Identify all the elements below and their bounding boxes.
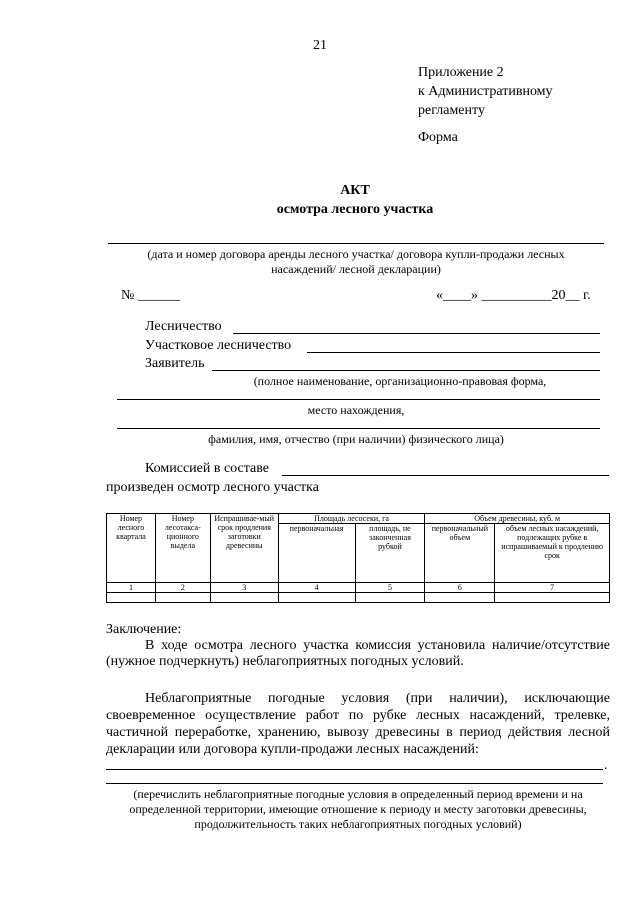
contract-line [108, 243, 604, 244]
table-cell[interactable] [355, 593, 425, 603]
header-timber-volume: Объем древесины, куб. м [425, 514, 610, 524]
commission-line [282, 475, 609, 476]
applicant-caption-2: место нахождения, [307, 403, 405, 417]
conditions-line-1 [106, 769, 603, 770]
header-quarter-number: Номер лесного квартала [107, 514, 156, 583]
column-number: 5 [355, 583, 425, 593]
header-allotment-number: Номер лесотакса-ционного выдела [155, 514, 210, 583]
annex-line-3: регламенту [418, 103, 485, 118]
header-cutting-area: Площадь лесосеки, га [278, 514, 425, 524]
column-number: 3 [210, 583, 278, 593]
commission-text: произведен осмотр лесного участка [106, 480, 319, 495]
applicant-line [212, 370, 600, 371]
applicant-caption-1: (полное наименование, организационно-правовая форма, [253, 374, 547, 388]
column-number: 6 [425, 583, 495, 593]
document-subtitle: осмотра лесного участка [276, 202, 434, 217]
header-remaining-volume: объем лесных насаждений, подлежащих рубке в испрашиваемый к продлению срок [495, 524, 610, 583]
table-cell[interactable] [155, 593, 210, 603]
applicant-field [145, 356, 204, 372]
forestry-field [145, 319, 222, 335]
column-number: 7 [495, 583, 610, 593]
contract-caption [108, 247, 604, 277]
conditions-caption [106, 787, 610, 832]
form-label: Форма [418, 130, 458, 145]
act-number [121, 288, 180, 304]
column-numbers-row [107, 583, 610, 593]
header-extension-term: Испрашивае-мый срок продления заготовки древесины [210, 514, 278, 583]
forestry-line [233, 333, 600, 334]
annex-line-2: к Административному [418, 84, 553, 99]
conditions-line-2 [106, 783, 603, 784]
district-forestry-label: Участковое лесничество [145, 338, 292, 353]
applicant-line-3 [117, 428, 600, 429]
table-cell[interactable] [278, 593, 355, 603]
forestry-label: Лесничество [145, 319, 222, 334]
document-title: АКТ [340, 183, 370, 198]
conditions-caption-line-1: (перечислить неблагоприятные погодные условия в определенный период времени и на [133, 787, 583, 801]
act-date: «____» __________20__ г. [436, 288, 591, 303]
header-initial-volume: первоначальный объем [425, 524, 495, 583]
applicant-caption-3: фамилия, имя, отчество (при наличии) физического лица) [208, 432, 504, 446]
applicant-label: Заявитель [145, 356, 205, 371]
table-cell[interactable] [107, 593, 156, 603]
commission-field [145, 461, 269, 477]
contract-caption-line-1: (дата и номер договора аренды лесного участка/ договора купли-продажи лесных [147, 247, 565, 261]
applicant-line-2 [117, 399, 600, 400]
annex-header [418, 63, 553, 120]
header-initial-area: первоначальная [278, 524, 355, 583]
number-blank: ______ [137, 288, 180, 303]
table-cell[interactable] [495, 593, 610, 603]
conclusion-paragraph-1: В ходе осмотра лесного участка комиссия установила наличие/отсутствие (нужное подчеркнуть) неблагоприятных погодных условий. [106, 638, 610, 669]
conditions-caption-line-2: определенной территории, имеющие отношение к периоду и месту заготовки древесины, [129, 802, 587, 816]
conclusion-heading: Заключение: [106, 622, 182, 637]
number-sign: № [121, 288, 135, 303]
end-dot: . [604, 758, 608, 773]
header-unfinished-area: площадь, не законченная рубкой [355, 524, 425, 583]
conditions-caption-line-3: продолжительность таких неблагоприятных погодных условий) [194, 817, 522, 831]
district-forestry-field [145, 338, 291, 354]
table-row [107, 593, 610, 603]
district-forestry-line [307, 352, 600, 353]
contract-caption-line-2: насаждений/ лесной декларации) [271, 262, 441, 276]
table-cell[interactable] [210, 593, 278, 603]
column-number: 1 [107, 583, 156, 593]
page-number: 21 [313, 38, 327, 53]
column-number: 4 [278, 583, 355, 593]
conclusion-paragraph-2: Неблагоприятные погодные условия (при наличии), исключающие своевременное осуществление работ по рубке лесных насаждений, трелевке, частичной переработке, хранению, вывозу древесины в период действия лесной декларации или договора купли-продажи лесных насаждений: [106, 691, 610, 757]
table-cell[interactable] [425, 593, 495, 603]
timber-table [106, 513, 610, 603]
column-number: 2 [155, 583, 210, 593]
annex-line-1: Приложение 2 [418, 65, 504, 80]
commission-label: Комиссией в составе [145, 461, 269, 476]
